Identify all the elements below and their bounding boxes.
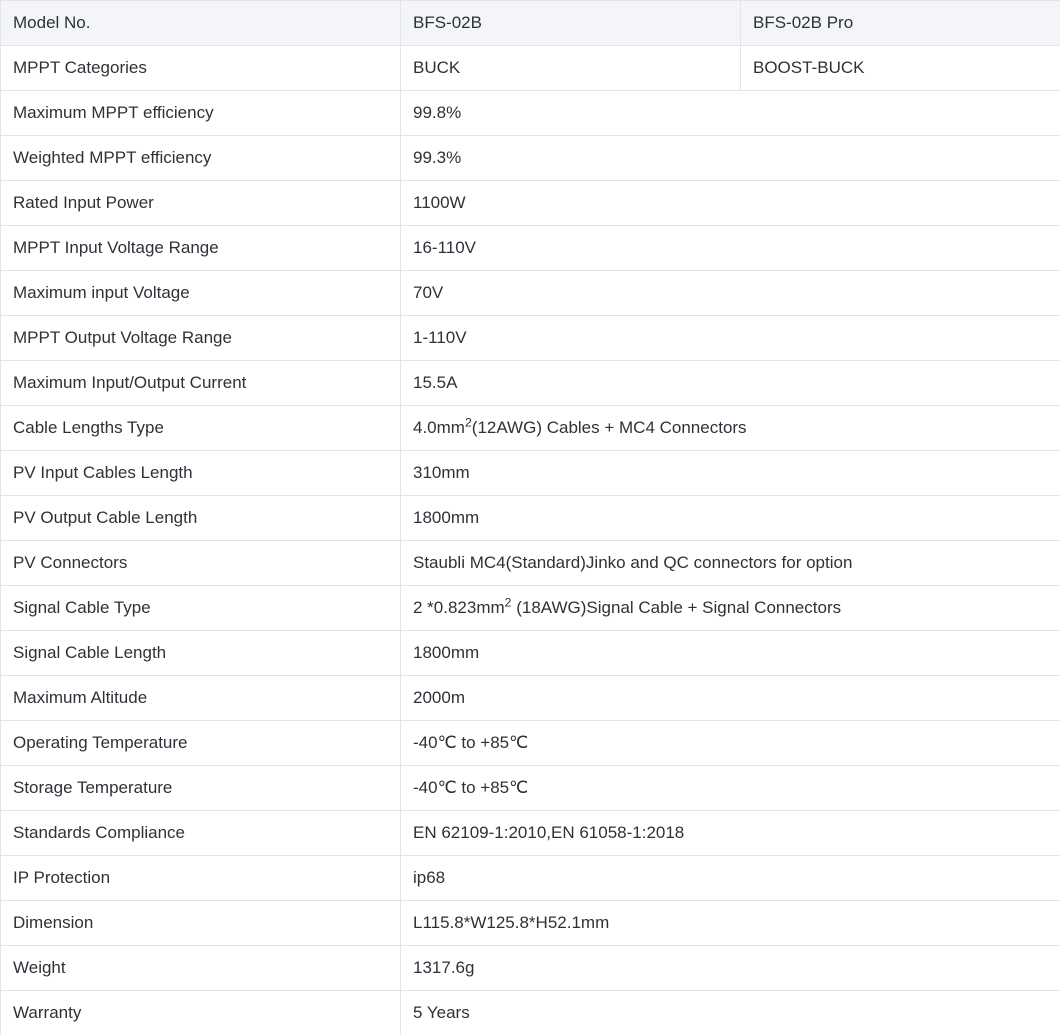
- spec-label: Maximum input Voltage: [1, 271, 401, 316]
- spec-label: PV Output Cable Length: [1, 496, 401, 541]
- table-row: [1, 181, 1060, 226]
- spec-value: 1317.6g: [401, 946, 1060, 991]
- spec-value: 1800mm: [401, 631, 1060, 676]
- table-row: [1, 451, 1060, 496]
- spec-value: BUCK: [401, 46, 741, 91]
- spec-label: PV Connectors: [1, 541, 401, 586]
- spec-value: BFS-02B Pro: [741, 1, 1060, 46]
- spec-value: BFS-02B: [401, 1, 741, 46]
- table-row: [1, 856, 1060, 901]
- spec-value: 16-110V: [401, 226, 1060, 271]
- spec-label: Weight: [1, 946, 401, 991]
- spec-value: ip68: [401, 856, 1060, 901]
- table-row: [1, 676, 1060, 721]
- spec-label: Signal Cable Type: [1, 586, 401, 631]
- spec-value: 15.5A: [401, 361, 1060, 406]
- spec-label: MPPT Input Voltage Range: [1, 226, 401, 271]
- spec-label: Signal Cable Length: [1, 631, 401, 676]
- table-row: [1, 541, 1060, 586]
- spec-label: Rated Input Power: [1, 181, 401, 226]
- table-row: [1, 991, 1060, 1035]
- table-row: [1, 721, 1060, 766]
- table-row: [1, 496, 1060, 541]
- spec-value: 310mm: [401, 451, 1060, 496]
- spec-label: Operating Temperature: [1, 721, 401, 766]
- spec-value: $4.0mm^2(12AWG)$ Cables + MC4 Connectors: [401, 406, 1060, 451]
- table-row: [1, 361, 1060, 406]
- spec-label: Maximum Altitude: [1, 676, 401, 721]
- spec-value: BOOST-BUCK: [741, 46, 1060, 91]
- table-row: [1, 1, 1060, 46]
- spec-label: Maximum MPPT efficiency: [1, 91, 401, 136]
- spec-label: Cable Lengths Type: [1, 406, 401, 451]
- spec-value: Staubli MC4(Standard)Jinko and QC connectors for option: [401, 541, 1060, 586]
- table-row: [1, 901, 1060, 946]
- spec-value: EN 62109-1:2010,EN 61058-1:2018: [401, 811, 1060, 856]
- spec-value: 99.3%: [401, 136, 1060, 181]
- spec-value: 2 $*0.823mm^2$ (18AWG)Signal Cable + Signal Connectors: [401, 586, 1060, 631]
- spec-label: MPPT Categories: [1, 46, 401, 91]
- spec-value: -40℃ to +85℃: [401, 721, 1060, 766]
- spec-label: MPPT Output Voltage Range: [1, 316, 401, 361]
- table-row: [1, 631, 1060, 676]
- spec-value: 5 Years: [401, 991, 1060, 1035]
- spec-value: 1-110V: [401, 316, 1060, 361]
- table-row: [1, 271, 1060, 316]
- spec-value: 99.8%: [401, 91, 1060, 136]
- table-row: [1, 226, 1060, 271]
- spec-value: 70V: [401, 271, 1060, 316]
- table-row: [1, 946, 1060, 991]
- spec-label: Model No.: [1, 1, 401, 46]
- spec-value: 1800mm: [401, 496, 1060, 541]
- spec-value: L115.8*W125.8*H52.1mm: [401, 901, 1060, 946]
- table-row: [1, 406, 1060, 451]
- table-row: [1, 91, 1060, 136]
- spec-label: IP Protection: [1, 856, 401, 901]
- table-row: [1, 766, 1060, 811]
- table-row: [1, 136, 1060, 181]
- table-row: [1, 811, 1060, 856]
- spec-label: Dimension: [1, 901, 401, 946]
- spec-label: Warranty: [1, 991, 401, 1035]
- table-row: [1, 586, 1060, 631]
- spec-label: PV Input Cables Length: [1, 451, 401, 496]
- spec-label: Standards Compliance: [1, 811, 401, 856]
- spec-value: -40℃ to +85℃: [401, 766, 1060, 811]
- table-row: [1, 46, 1060, 91]
- spec-label: Maximum Input/Output Current: [1, 361, 401, 406]
- spec-value: 2000m: [401, 676, 1060, 721]
- spec-label: Weighted MPPT efficiency: [1, 136, 401, 181]
- spec-value: 1100W: [401, 181, 1060, 226]
- spec-label: Storage Temperature: [1, 766, 401, 811]
- table-row: [1, 316, 1060, 361]
